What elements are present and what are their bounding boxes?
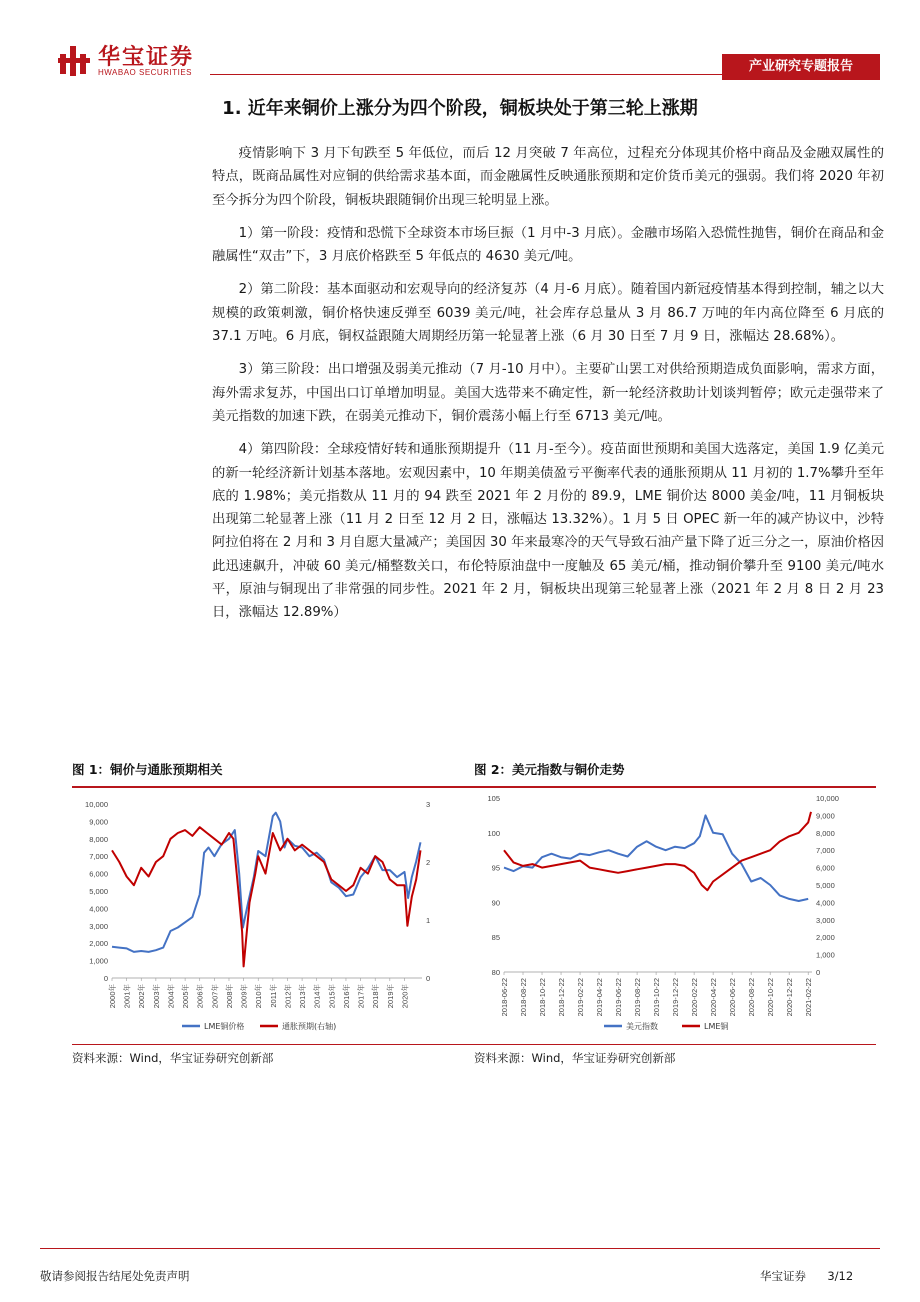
x-tick-label: 2018-12-22 — [557, 978, 567, 1017]
paragraph-intro: 疫情影响下 3 月下旬跌至 5 年低位，而后 12 月突破 7 年高位，过程充分体现其价格中商品及金融双属性的特点，既商品属性对应铜的供给需求基本面，而金融属性反映通胀预期和定价货币美元的强弱。我们将 2020 年初至今拆分为四个阶段，铜板块跟随铜价出现三轮明显上涨。 — [212, 146, 884, 208]
legend-label: 美元指数 — [626, 1022, 658, 1031]
legend-label: LME铜价格 — [204, 1022, 245, 1031]
x-tick-label: 2015年 — [327, 984, 337, 1009]
x-tick-label: 2020年 — [400, 984, 410, 1009]
y-right-tick-label: 7,000 — [816, 846, 835, 856]
y-left-tick-label: 5,000 — [89, 887, 108, 896]
report-type-badge: 产业研究专题报告 — [722, 54, 880, 80]
y-right-tick-label: 2 — [426, 858, 431, 867]
x-tick-label: 2019-12-22 — [671, 978, 681, 1017]
y-left-tick-label: 90 — [491, 898, 500, 908]
figure-2-chart — [474, 788, 876, 1044]
x-tick-label: 2007年 — [210, 984, 220, 1009]
y-left-tick-label: 6,000 — [89, 869, 108, 879]
y-left-tick-label: 80 — [491, 968, 500, 977]
y-left-tick-label: 1,000 — [89, 956, 108, 966]
x-tick-label: 2001年 — [122, 984, 132, 1009]
footer-page-info — [760, 1268, 853, 1284]
paragraph-stage-1: 1）第一阶段：疫情和恐慌下全球资本市场巨振（1 月中-3 月底）。金融市场陷入恐慌性抛售，铜价在商品和金融属性“双击”下，3 月底价格跌至 5 年低点的 4630 美元/吨。 — [212, 225, 884, 265]
x-tick-label: 2020-02-22 — [690, 978, 700, 1017]
x-tick-label: 2011年 — [268, 984, 278, 1008]
y-left-tick-label: 4,000 — [89, 904, 108, 914]
x-tick-label: 2019-08-22 — [633, 978, 643, 1017]
x-tick-label: 2004年 — [166, 984, 176, 1009]
y-right-tick-label: 2,000 — [816, 933, 835, 943]
x-tick-label: 2016年 — [341, 984, 351, 1009]
paragraph-stage-3: 3）第三阶段：出口增强及弱美元推动（7 月-10 月中）。主要矿山罢工对供给预期造成负面影响，需求方面，海外需求复苏，中国出口订单增加明显。美国大选带来不确定性，新一轮经济救助计划谈判暂停；欧元走强带来了美元指数的加速下跌，在弱美元推动下，铜价震荡小幅上行至 6713 美元/吨。 — [212, 362, 884, 424]
x-tick-label: 2002年 — [137, 984, 147, 1009]
figure-1-bottom-rule — [72, 1044, 474, 1045]
header-divider — [210, 74, 722, 75]
x-tick-label: 2019-02-22 — [576, 978, 586, 1017]
x-tick-label: 2019-06-22 — [614, 978, 624, 1017]
y-right-tick-label: 6,000 — [816, 863, 835, 873]
x-tick-label: 2021-02-22 — [804, 978, 814, 1017]
series-line-primary — [504, 815, 808, 901]
y-right-tick-label: 9,000 — [816, 811, 835, 821]
x-tick-label: 2009年 — [239, 984, 249, 1009]
y-right-tick-label: 3 — [426, 800, 431, 809]
footer-disclaimer: 敬请参阅报告结尾处免责声明 — [40, 1269, 190, 1283]
x-tick-label: 2008年 — [224, 984, 234, 1009]
figure-2-title: 图 2：美元指数与铜价走势 — [474, 760, 876, 788]
x-tick-label: 2020-06-22 — [728, 978, 738, 1017]
figure-1-chart — [72, 788, 474, 1044]
figure-1-title: 图 1：铜价与通胀预期相关 — [72, 760, 474, 788]
y-right-tick-label: 8,000 — [816, 828, 835, 838]
y-left-tick-label: 95 — [491, 863, 500, 873]
y-right-tick-label: 1,000 — [816, 950, 835, 960]
y-right-tick-label: 3,000 — [816, 915, 835, 925]
figure-2 — [474, 760, 876, 1066]
x-tick-label: 2020-12-22 — [785, 978, 795, 1017]
y-left-tick-label: 85 — [491, 933, 500, 943]
footer-divider — [40, 1248, 880, 1249]
paragraph-stage-4: 4）第四阶段：全球疫情好转和通胀预期提升（11 月-至今）。疫苗面世预期和美国大选落定，美国 1.9 亿美元的新一轮经济新计划基本落地。宏观因素中，10 年期美债盈亏平衡率代表的通胀预期从 11 月初的 1.7%攀升至年底的 1.98%；美元指数从 11 月的 94 跌至 2021 年 2 月份的 89.9，LME 铜价达 8000 美金/吨，11 月铜板块出现第二轮显著上涨（11 月 2 日至 12 月 2 日，涨幅达 13.32%）。1 月 5 日 OPEC 新一年的减产协议中，沙特阿拉伯将在 2 月和 3 月自愿大量减产；美国因 30 年来最寒冷的天气导致石油产量下降了近三分之一，原油价格因此迅速飙升，冲破 60 美元/桶整数关口，布伦特原油盘中一度触及 65 美元/桶，推动铜价攀升至 9100 美元/吨水平，原油与铜现出了非常强的同步性。2021 年 2 月，铜板块出现第三轮显著上涨（2021 年 2 月 8 日 2 月 23 日，涨幅达 12.89%） — [212, 442, 884, 621]
x-tick-label: 2013年 — [298, 984, 308, 1009]
x-tick-label: 2005年 — [181, 984, 191, 1009]
x-tick-label: 2010年 — [254, 984, 264, 1009]
x-tick-label: 2019-04-22 — [595, 978, 605, 1017]
page-header — [0, 0, 920, 86]
x-tick-label: 2020-08-22 — [747, 978, 757, 1017]
x-tick-label: 2020-04-22 — [709, 978, 719, 1017]
x-tick-label: 2019-10-22 — [652, 978, 662, 1017]
y-left-tick-label: 7,000 — [89, 852, 108, 862]
x-tick-label: 2019年 — [385, 984, 395, 1009]
hwabao-logo-icon — [58, 44, 92, 78]
paragraph-stage-2: 2）第二阶段：基本面驱动和宏观导向的经济复苏（4 月-6 月底）。随着国内新冠疫情基本得到控制，辅之以大规模的政策刺激，铜价格快速反弹至 6039 美元/吨，社会库存总量从 3 月 86.7 万吨的年内高位降至 6 月底的 37.1 万吨。6 月底，铜权益跟随大周期经历第一轮显著上涨（6 月 30 日至 7 月 9 日，涨幅达 28.68%）。 — [212, 282, 884, 345]
brand-name-en: HWABAO SECURITIES — [98, 68, 192, 77]
figure-2-bottom-rule — [474, 1044, 876, 1045]
dollar-copper-chart — [474, 788, 876, 1044]
y-left-tick-label: 3,000 — [89, 921, 108, 931]
series-line-primary — [112, 813, 421, 952]
figure-1 — [72, 760, 474, 1066]
x-tick-label: 2012年 — [283, 984, 293, 1009]
figure-2-source: 资料来源：Wind，华宝证券研究创新部 — [474, 1051, 676, 1065]
copper-inflation-chart — [72, 788, 474, 1044]
section-title: 1. 近年来铜价上涨分为四个阶段，铜板块处于第三轮上涨期 — [222, 98, 698, 119]
x-tick-label: 2003年 — [151, 984, 161, 1009]
y-left-tick-label: 105 — [487, 794, 500, 803]
x-tick-label: 2017年 — [356, 984, 366, 1009]
x-tick-label: 2006年 — [195, 984, 205, 1009]
y-right-tick-label: 1 — [426, 916, 431, 925]
footer-page-number: 3/12 — [827, 1269, 854, 1283]
y-left-tick-label: 0 — [103, 974, 108, 983]
y-right-tick-label: 10,000 — [816, 794, 839, 803]
body-text — [212, 142, 884, 635]
figure-1-source: 资料来源：Wind，华宝证券研究创新部 — [72, 1051, 274, 1065]
series-line-secondary — [504, 812, 811, 890]
y-left-tick-label: 8,000 — [89, 834, 108, 844]
footer-brand: 华宝证券 — [760, 1269, 806, 1283]
y-left-tick-label: 100 — [487, 828, 500, 838]
y-left-tick-label: 9,000 — [89, 817, 108, 827]
y-left-tick-label: 2,000 — [89, 939, 108, 949]
x-tick-label: 2020-10-22 — [766, 978, 776, 1017]
x-tick-label: 2018-08-22 — [519, 978, 529, 1017]
y-left-tick-label: 10,000 — [85, 800, 108, 809]
legend-label: LME铜 — [704, 1022, 729, 1031]
x-tick-label: 2018年 — [371, 984, 381, 1009]
y-right-tick-label: 0 — [816, 968, 821, 977]
brand-name-cn: 华宝证券 — [98, 45, 195, 70]
y-right-tick-label: 4,000 — [816, 898, 835, 908]
y-right-tick-label: 5,000 — [816, 881, 835, 890]
x-tick-label: 2018-06-22 — [500, 978, 509, 1017]
x-tick-label: 2000年 — [108, 984, 117, 1009]
y-right-tick-label: 0 — [426, 974, 431, 983]
x-tick-label: 2014年 — [312, 984, 322, 1009]
x-tick-label: 2018-10-22 — [538, 978, 548, 1017]
legend-label: 通胀预期(右轴) — [282, 1022, 337, 1031]
